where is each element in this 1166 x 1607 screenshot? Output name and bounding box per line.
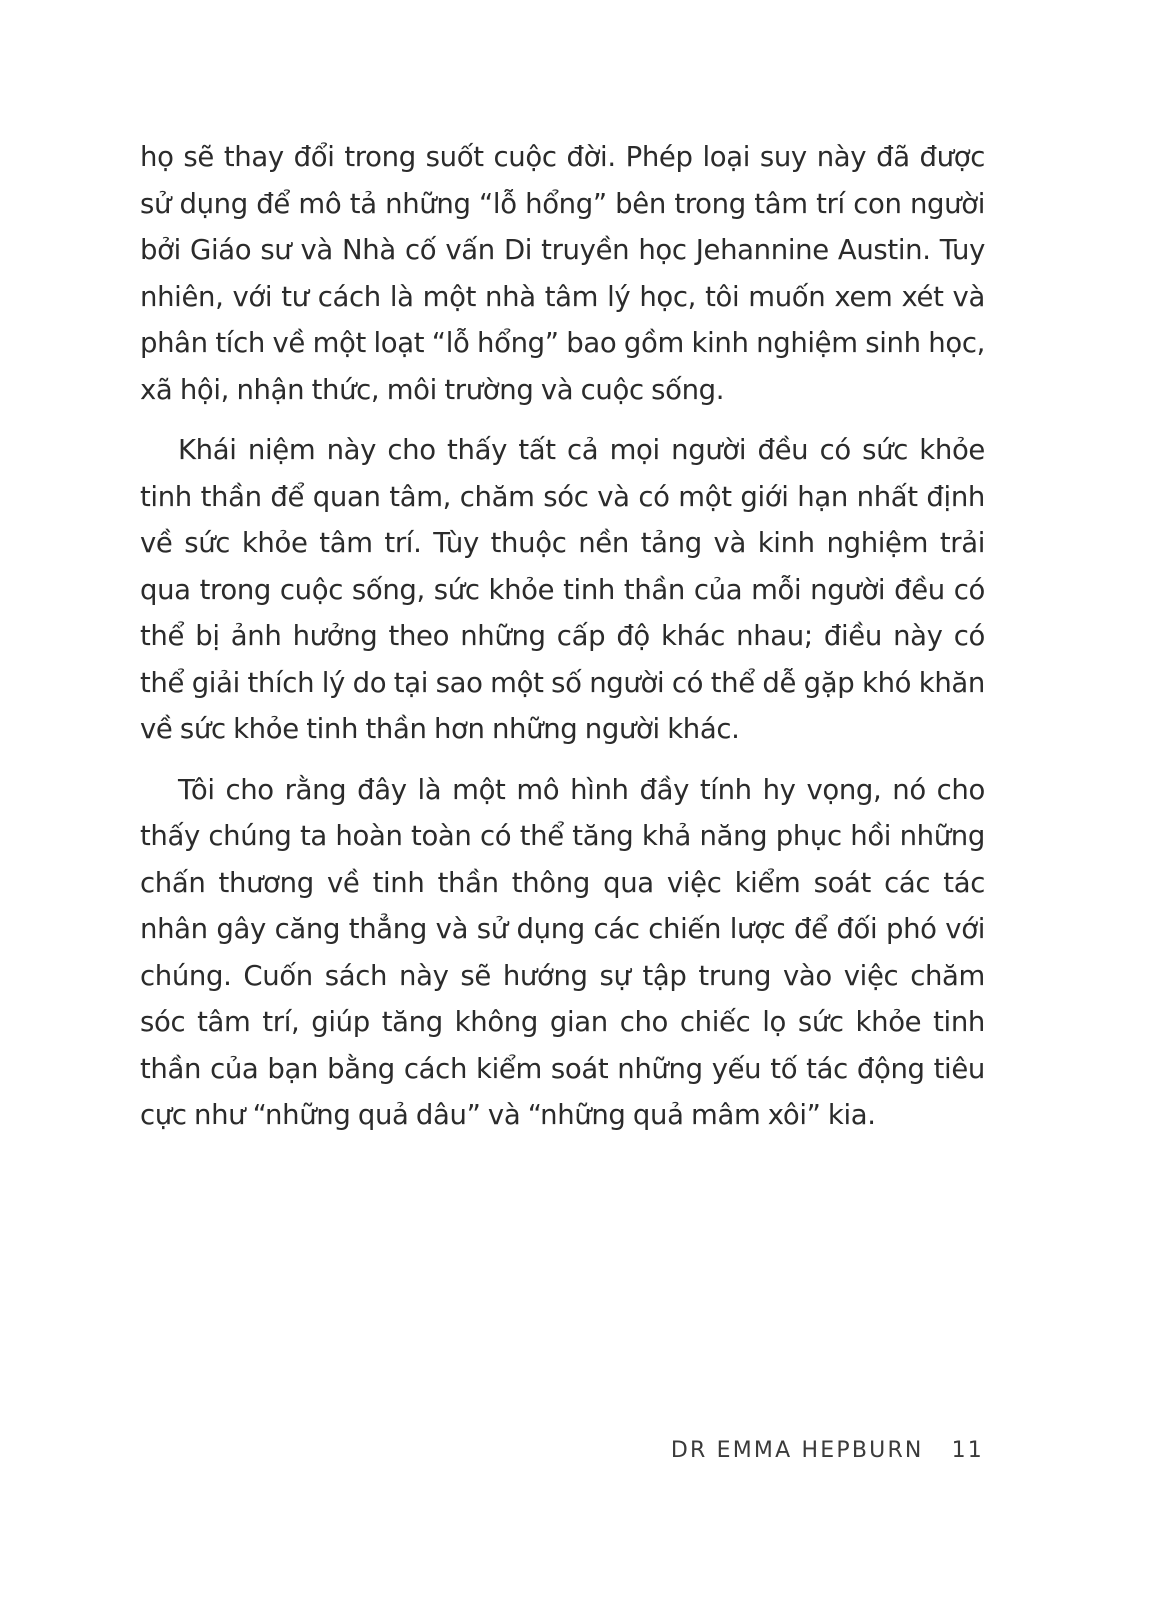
page-footer	[671, 1438, 984, 1463]
running-footer-author: DR EMMA HEPBURN	[670, 1438, 924, 1463]
page-number: 11	[951, 1438, 984, 1463]
paragraph-3: Tôi cho rằng đây là một mô hình đầy tính hy vọng, nó cho thấy chúng ta hoàn toàn có thể tăng khả năng phục hồi những chấn thương về tinh thần thông qua việc kiểm soát các tác nhân gây căng thẳng và sử dụng các chiến lược để đối phó với chúng. Cuốn sách này sẽ hướng sự tập trung vào việc chăm sóc tâm trí, giúp tăng không gian cho chiếc lọ sức khỏe tinh thần của bạn bằng cách kiểm soát những yếu tố tác động tiêu cực như “những quả dâu” và “những quả mâm xôi” kia.	[140, 773, 985, 1131]
body-text	[140, 134, 985, 1153]
paragraph-2: Khái niệm này cho thấy tất cả mọi người đều có sức khỏe tinh thần để quan tâm, chăm sóc và có một giới hạn nhất định về sức khỏe tâm trí. Tùy thuộc nền tảng và kinh nghiệm trải qua trong cuộc sống, sức khỏe tinh thần của mỗi người đều có thể bị ảnh hưởng theo những cấp độ khác nhau; điều này có thể giải thích lý do tại sao một số người có thể dễ gặp khó khăn về sức khỏe tinh thần hơn những người khác.	[140, 434, 985, 745]
paragraph-1: họ sẽ thay đổi trong suốt cuộc đời. Phép loại suy này đã được sử dụng để mô tả những “lỗ hổng” bên trong tâm trí con người bởi Giáo sư và Nhà cố vấn Di truyền học Jehannine Austin. Tuy nhiên, với tư cách là một nhà tâm lý học, tôi muốn xem xét và phân tích về một loạt “lỗ hổng” bao gồm kinh nghiệm sinh học, xã hội, nhận thức, môi trường và cuộc sống.	[140, 141, 985, 406]
